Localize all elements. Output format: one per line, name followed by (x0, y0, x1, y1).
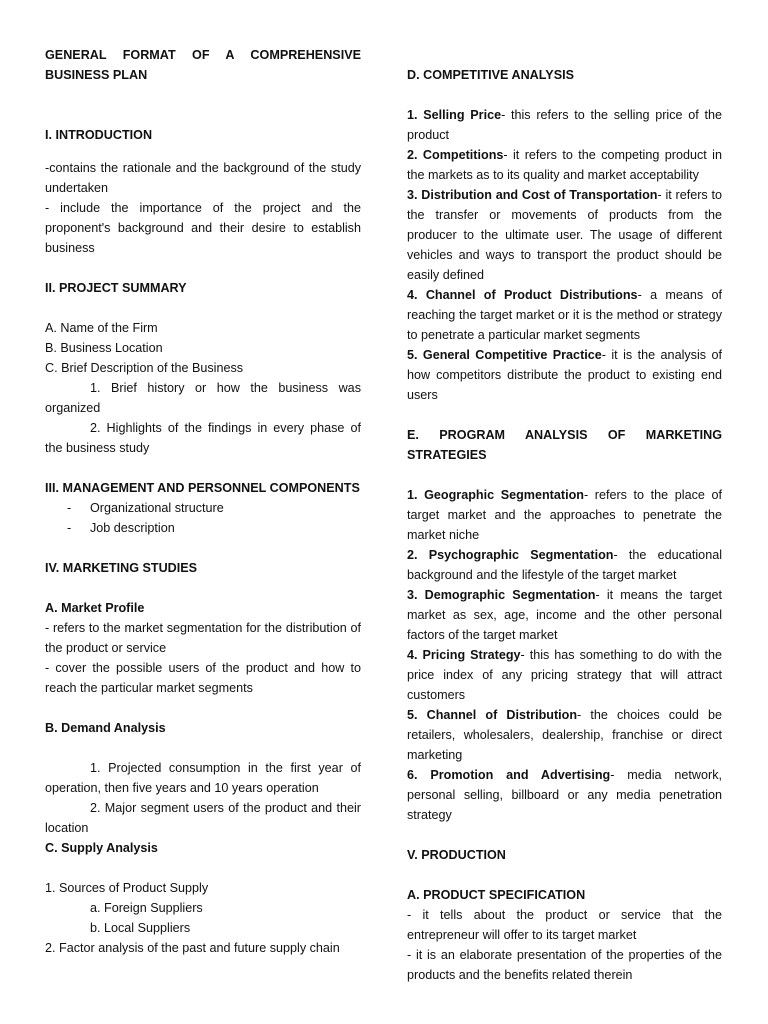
dash-list-item (45, 498, 361, 518)
section-production-heading: V. PRODUCTION (407, 848, 506, 862)
list-item: B. Business Location (45, 341, 163, 355)
section-marketing-heading: IV. MARKETING STUDIES (45, 561, 198, 575)
definition-text: - this refers to the selling price of the product (407, 108, 722, 142)
subsection-heading: B. Demand Analysis (45, 721, 166, 735)
definition-text: - media network, personal selling, billboard or any media penetration strategy (407, 768, 722, 822)
dash-marker: - (67, 521, 72, 535)
definition-text: - it refers to the competing product in the markets as to its quality and market acceptability (407, 148, 722, 182)
definition-term: 2. Competitions (407, 148, 504, 162)
section-project-summary-heading: II. PROJECT SUMMARY (45, 281, 187, 295)
definition-item (407, 705, 722, 765)
definition-text: - it refers to the transfer or movements of products from the producer to the ultimate user. The usage of different vehicles and ways to transport the product should be easily defined (407, 188, 723, 282)
definition-term: 5. Channel of Distribution (407, 708, 578, 722)
list-item: 1. Brief history or how the business was organized (45, 381, 361, 415)
list-item: A. Name of the Firm (45, 321, 158, 335)
definition-text: - it means the target market as sex, age, income and the other personal factors of the target market (407, 588, 722, 642)
definition-item (407, 345, 722, 405)
definition-text: - it is the analysis of how competitors distribute the product to existing end users (407, 348, 722, 402)
section-introduction-heading: I. INTRODUCTION (45, 128, 153, 142)
definition-term: 3. Demographic Segmentation (407, 588, 596, 602)
subsection-heading: A. Market Profile (45, 601, 145, 615)
definition-term: 1. Selling Price (407, 108, 502, 122)
definition-text: - the educational background and the lifestyle of the target market (407, 548, 722, 582)
dash-marker: - (67, 501, 72, 515)
section-competitive-heading: D. COMPETITIVE ANALYSIS (407, 68, 575, 82)
definition-item (407, 105, 722, 145)
section-program-heading: E. PROGRAM ANALYSIS OF MARKETING STRATEGIES (407, 428, 722, 462)
intro-paragraph: -contains the rationale and the background of the study undertaken (45, 161, 361, 195)
definition-item (407, 585, 722, 645)
list-item: 2. Major segment users of the product and their location (45, 801, 361, 835)
definition-item (407, 545, 722, 585)
section-management-heading: III. MANAGEMENT AND PERSONNEL COMPONENTS (45, 481, 360, 495)
definition-item (407, 285, 722, 345)
list-item: b. Local Suppliers (90, 921, 191, 935)
definition-text: - this has something to do with the price index of any pricing strategy that will attract customers (407, 648, 722, 702)
subsection-heading: A. PRODUCT SPECIFICATION (407, 888, 586, 902)
definition-term: 6. Promotion and Advertising (407, 768, 611, 782)
list-item: C. Brief Description of the Business (45, 361, 244, 375)
intro-paragraph: - include the importance of the project and the proponent's background and their desire to establish business (45, 201, 361, 255)
subsection-heading: C. Supply Analysis (45, 841, 158, 855)
definition-term: 2. Psychographic Segmentation (407, 548, 614, 562)
list-item: 2. Highlights of the findings in every phase of the business study (45, 421, 361, 455)
definition-term: 3. Distribution and Cost of Transportation (407, 188, 658, 202)
definition-item (407, 765, 722, 825)
definition-text: - the choices could be retailers, wholesalers, dealership, franchise or direct marketing (407, 708, 722, 762)
paragraph: - refers to the market segmentation for the distribution of the product or service (45, 621, 361, 655)
document-title: GENERAL FORMAT OF A COMPREHENSIVE BUSINESS PLAN (45, 48, 361, 82)
definition-item (407, 145, 722, 185)
list-item: 1. Sources of Product Supply (45, 881, 209, 895)
paragraph: - cover the possible users of the product and how to reach the particular market segments (45, 661, 361, 695)
dash-list-item (45, 518, 361, 538)
left-column (45, 45, 361, 958)
list-item: 1. Projected consumption in the first year of operation, then five years and 10 years operation (45, 761, 361, 795)
definition-text: - refers to the place of target market and the approaches to penetrate the market niche (407, 488, 722, 542)
definition-item (407, 645, 722, 705)
definition-term: 5. General Competitive Practice (407, 348, 602, 362)
dash-item-text: Job description (90, 521, 175, 535)
paragraph: - it tells about the product or service that the entrepreneur will offer to its target market (407, 908, 722, 942)
definition-term: 1. Geographic Segmentation (407, 488, 584, 502)
definition-term: 4. Pricing Strategy (407, 648, 521, 662)
right-column (407, 45, 722, 985)
definition-item (407, 485, 722, 545)
definition-text: - a means of reaching the target market or it is the method or strategy to penetrate a particular market segments (407, 288, 722, 342)
definition-term: 4. Channel of Product Distributions (407, 288, 638, 302)
definition-item (407, 185, 722, 285)
list-item: 2. Factor analysis of the past and future supply chain (45, 941, 340, 955)
list-item: a. Foreign Suppliers (90, 901, 203, 915)
paragraph: - it is an elaborate presentation of the properties of the products and the benefits related therein (407, 948, 722, 982)
dash-item-text: Organizational structure (90, 501, 224, 515)
